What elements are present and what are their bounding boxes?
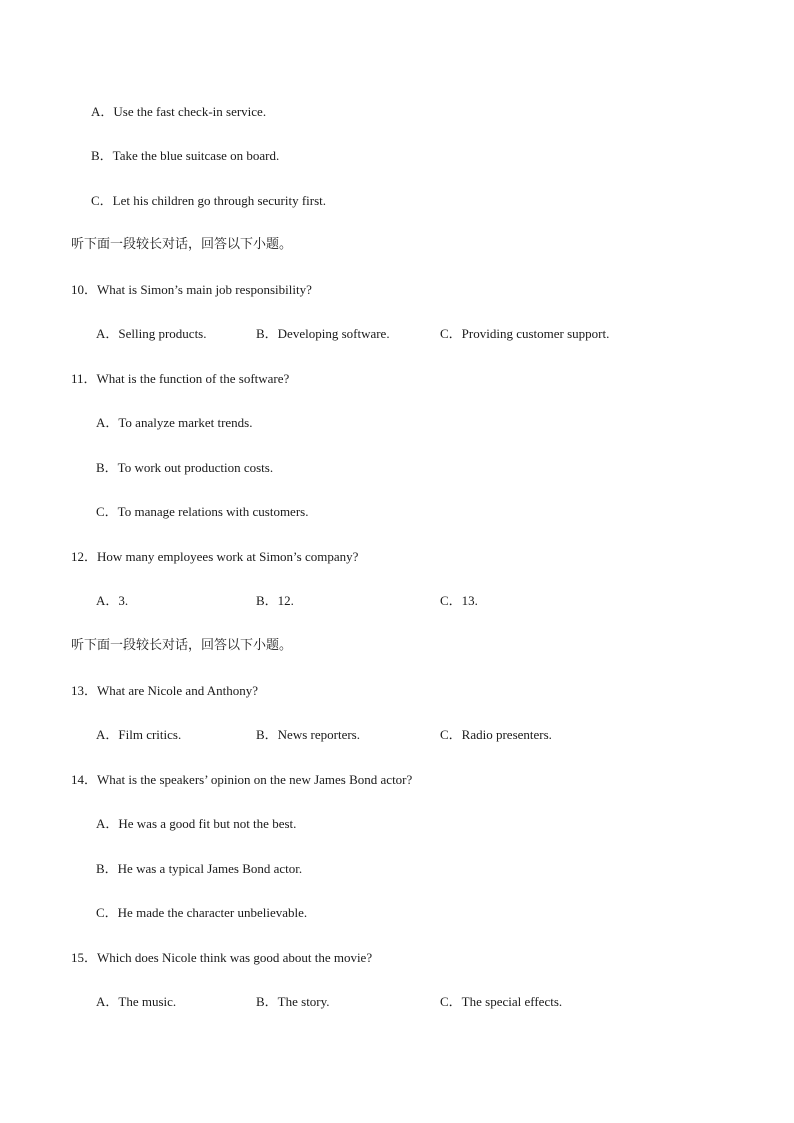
section-instruction: 听下面一段较长对话，回答以下小题。 <box>71 237 293 252</box>
q13-option-c: C．Radio presenters. <box>440 727 552 742</box>
q12-option-a: A．3. <box>96 593 129 608</box>
q15-option-c: C．The special effects. <box>440 994 563 1009</box>
q9-option-a: A．Use the fast check-in service. <box>91 104 267 119</box>
q12-option-b: B．12. <box>256 593 294 608</box>
q11-option-a: A．To analyze market trends. <box>96 415 253 430</box>
question-12: 12．How many employees work at Simon’s company? <box>71 549 359 564</box>
question-15: 15．Which does Nicole think was good about the movie? <box>71 950 373 965</box>
q10-option-c: C．Providing customer support. <box>440 326 610 341</box>
question-11: 11．What is the function of the software? <box>71 371 290 386</box>
q13-option-b: B．News reporters. <box>256 727 360 742</box>
q9-option-b: B．Take the blue suitcase on board. <box>91 148 280 163</box>
question-14: 14．What is the speakers’ opinion on the new James Bond actor? <box>71 772 413 787</box>
q15-option-b: B．The story. <box>256 994 330 1009</box>
section-instruction: 听下面一段较长对话，回答以下小题。 <box>71 638 293 653</box>
q14-option-c: C．He made the character unbelievable. <box>96 905 308 920</box>
q11-option-b: B．To work out production costs. <box>96 460 274 475</box>
q9-option-c: C．Let his children go through security first. <box>91 193 327 208</box>
question-10: 10．What is Simon’s main job responsibility? <box>71 282 312 297</box>
question-13: 13．What are Nicole and Anthony? <box>71 683 258 698</box>
q13-option-a: A．Film critics. <box>96 727 182 742</box>
q10-option-b: B．Developing software. <box>256 326 390 341</box>
q14-option-b: B．He was a typical James Bond actor. <box>96 861 303 876</box>
q12-option-c: C．13. <box>440 593 478 608</box>
q15-option-a: A．The music. <box>96 994 177 1009</box>
q14-option-a: A．He was a good fit but not the best. <box>96 816 297 831</box>
q10-option-a: A．Selling products. <box>96 326 207 341</box>
q11-option-c: C．To manage relations with customers. <box>96 504 309 519</box>
